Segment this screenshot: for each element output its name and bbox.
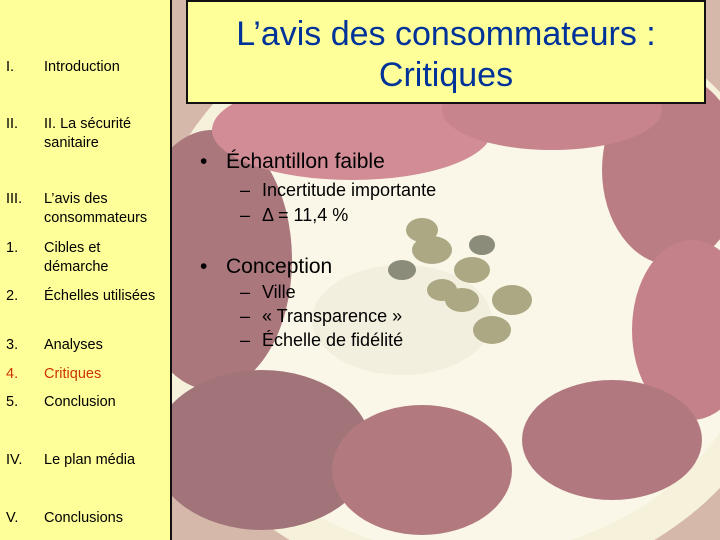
bullet-marker: • (200, 255, 208, 278)
toc-item-label: Conclusions (44, 510, 123, 526)
bullet-marker: • (200, 150, 208, 173)
toc-item-number: IV. (6, 452, 23, 468)
sub-bullet-text: Incertitude importante (262, 180, 437, 200)
sub-bullet-marker: – (240, 180, 251, 200)
toc-item-label: Critiques (44, 366, 102, 382)
sub-bullet-delta (240, 205, 348, 226)
toc-item-number: I. (6, 59, 15, 75)
toc-item-label: Le plan média (44, 452, 136, 468)
slide-title-line2: Critiques (378, 56, 514, 94)
sub-bullet-marker: – (240, 306, 251, 326)
sub-bullet-marker: – (240, 330, 251, 350)
bullet-echantillon (200, 150, 385, 174)
toc-item-label: Analyses (44, 337, 103, 353)
sub-bullet-fidelite (240, 330, 403, 351)
toc-item-label: Conclusion (44, 394, 116, 410)
toc-item-number: II. (6, 116, 19, 132)
toc-item-number: 3. (6, 337, 19, 353)
sub-bullet-text: Ville (262, 282, 296, 302)
toc-item-number: 5. (6, 394, 19, 410)
toc-item-label: Échelles utilisées (44, 288, 156, 304)
bullet-text: Conception (226, 255, 333, 278)
toc-item-number: III. (6, 191, 23, 207)
sub-bullet-transparence (240, 306, 402, 327)
toc-item-label: II. La sécurité sanitaire (44, 116, 132, 151)
toc-item-number: 2. (6, 288, 19, 304)
sub-bullet-ville (240, 282, 296, 303)
toc-item-label: Introduction (44, 59, 120, 75)
sub-bullet-text: Échelle de fidélité (262, 330, 404, 350)
toc-item-number: 4. (6, 366, 19, 382)
sub-bullet-text: Δ = 11,4 % (262, 205, 349, 225)
slide-title (186, 0, 706, 104)
toc-item-number: V. (6, 510, 19, 526)
toc-item-label: L’avis des consommateurs (44, 191, 148, 226)
toc-item-label: Cibles et démarche (44, 240, 109, 275)
bullet-text: Échantillon faible (226, 150, 385, 173)
bullet-conception (200, 255, 332, 279)
toc-item-number: 1. (6, 240, 19, 256)
sub-bullet-marker: – (240, 205, 251, 225)
sub-bullet-marker: – (240, 282, 251, 302)
slide-title-line1: L’avis des consommateurs : (236, 15, 656, 53)
sub-bullet-text: « Transparence » (262, 306, 403, 326)
sub-bullet-incertitude (240, 180, 436, 201)
sidebar-toc (0, 0, 172, 540)
